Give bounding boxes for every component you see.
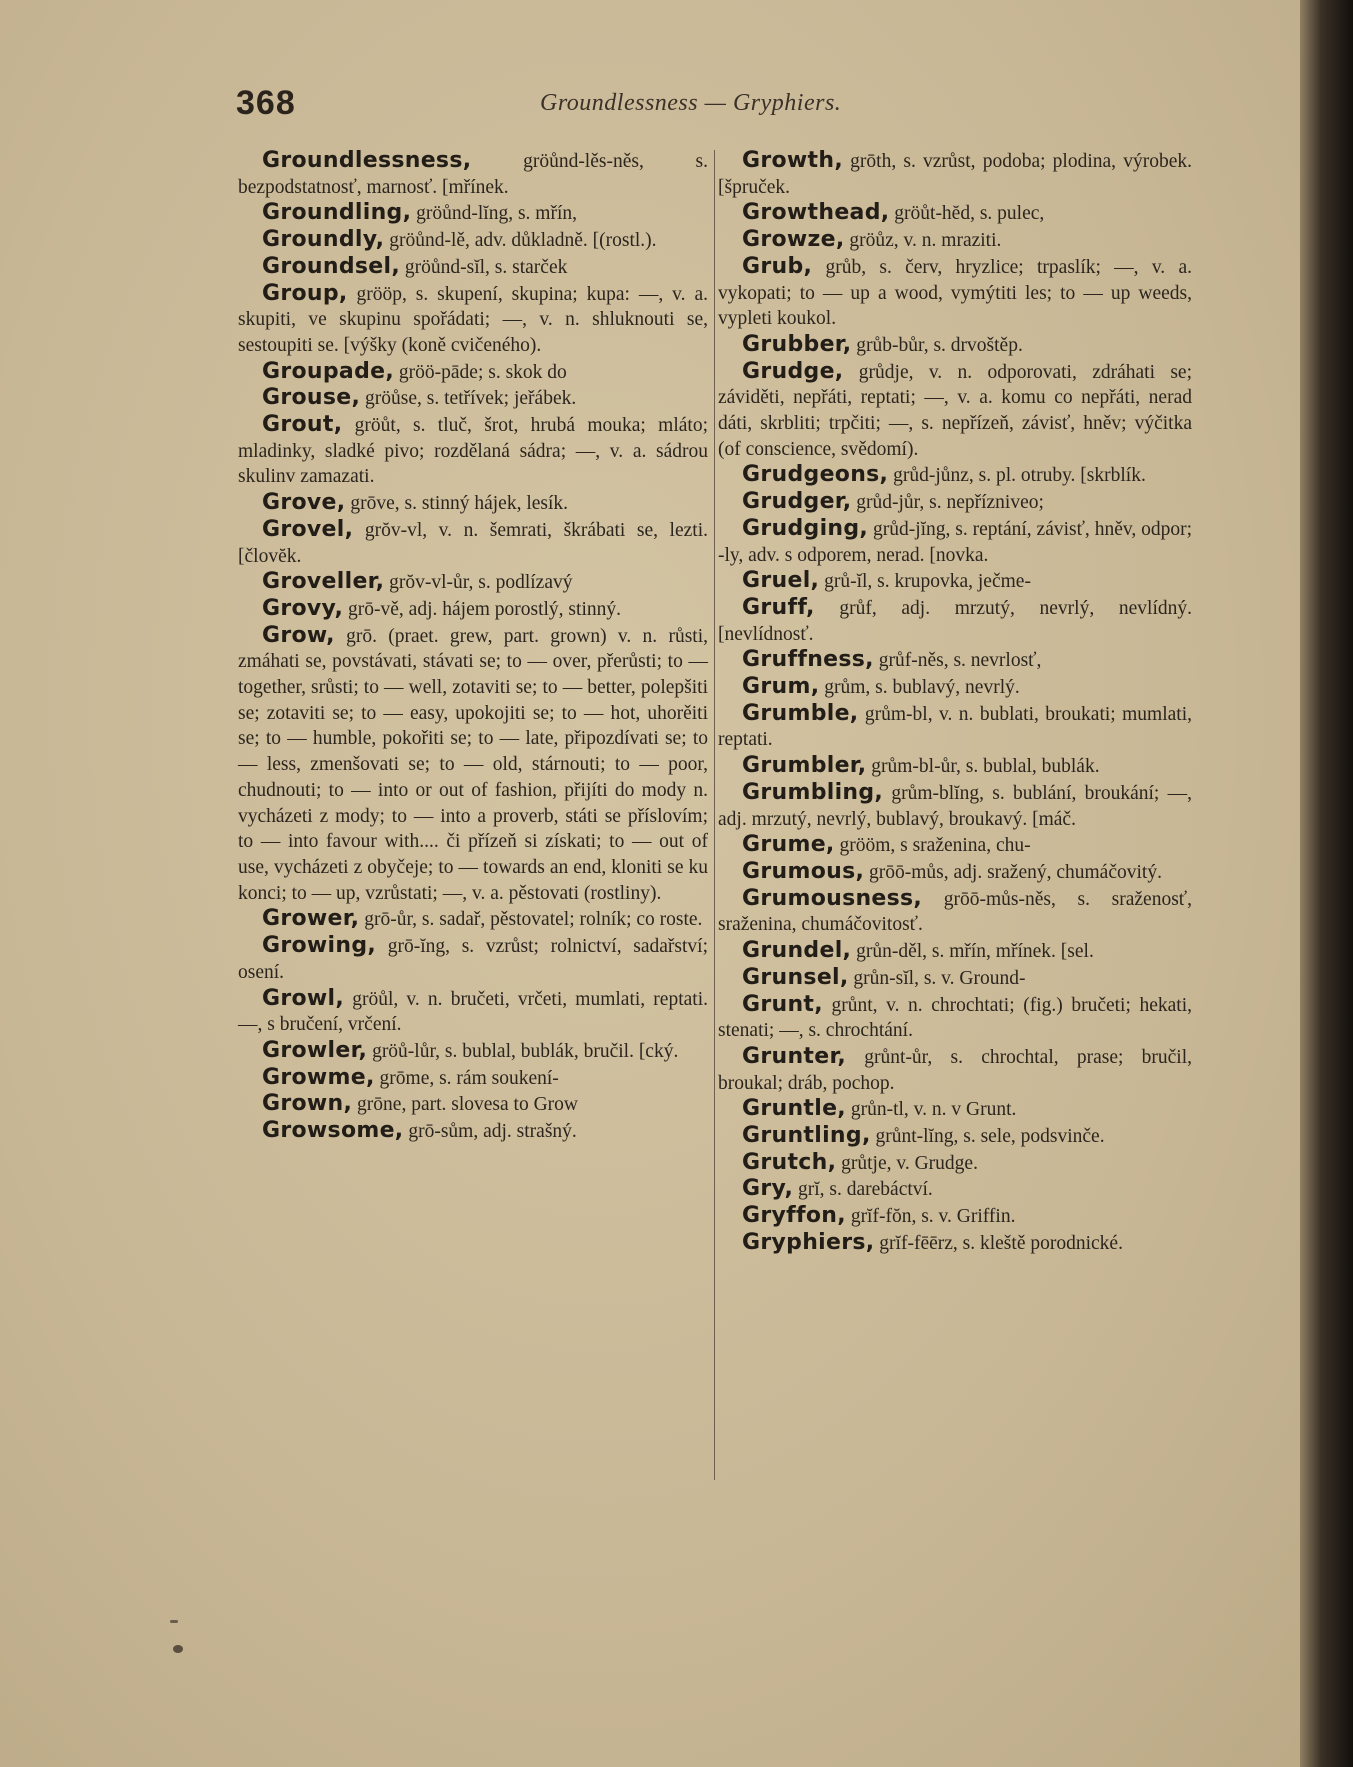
entry-definition: grůb-bůr, s. drvoštěp. [851, 334, 1023, 356]
entry-definition: grōne, part. slovesa to Grow [352, 1094, 578, 1116]
entry-headword: Grovy, [262, 595, 344, 621]
entry-definition: grůnt-ůr, s. chrochtal, prase; bručil, broukal; dráb, pochop. [718, 1046, 1192, 1094]
entry-headword: Grow, [262, 622, 335, 648]
entry-headword: Grunt, [742, 991, 823, 1017]
dictionary-entry [238, 148, 708, 200]
entry-headword: Growl, [262, 985, 345, 1011]
dictionary-entry [238, 623, 708, 907]
dictionary-entry [718, 965, 1192, 992]
entry-headword: Grove, [262, 490, 346, 516]
entry-definition: grůf-něs, s. nevrlosť, [873, 650, 1042, 672]
entry-headword: Group, [262, 280, 348, 306]
entry-headword: Grubber, [742, 331, 852, 357]
entry-definition: gröůse, s. tetřívek; jeřábek. [360, 388, 577, 410]
entry-definition: grööp, s. skupení, skupina; kupa: —, v. a. skupiti, ve skupinu spořádati; —, v. n. shluknouti se, sestoupiti se. [výšky (koně cvičeného). [238, 283, 708, 356]
entry-headword: Gry, [742, 1176, 794, 1202]
entry-headword: Grundel, [742, 938, 852, 964]
entry-headword: Grume, [742, 832, 835, 858]
entry-headword: Gruff, [742, 594, 815, 620]
dictionary-entry [718, 227, 1192, 254]
entry-definition: grööm, s sraženina, chu- [834, 835, 1031, 857]
entry-definition: gröůnd-lĭng, s. mřín, [411, 203, 577, 225]
dictionary-entry [238, 200, 708, 227]
entry-headword: Groundly, [262, 227, 385, 253]
entry-definition: grům-bl-ůr, s. bublal, bublák. [866, 756, 1100, 778]
entry-definition: grŏv-vl-ůr, s. podlízavý [384, 572, 573, 594]
entry-definition: grůf, adj. mrzutý, nevrlý, nevlídný. [nevlídnosť. [718, 597, 1192, 645]
entry-headword: Grum, [742, 674, 820, 700]
entry-definition: gröůl, v. n. bručeti, vrčeti, mumlati, reptati. —, s bručení, vrčení. [238, 988, 708, 1036]
dictionary-entry [238, 281, 708, 359]
entry-definition: grō-ĭng, s. vzrůst; rolnictví, sadařství; osení. [238, 936, 708, 983]
dictionary-entry [718, 1203, 1192, 1230]
entry-definition: grůdje, v. n. odporovati, zdráhati se; záviděti, nepřáti, reptati; —, v. a. komu co nepřáti, nerad dáti, skrbliti; trpčiti; —, s. nepřízeň, závisť, hněv; výčitka (of conscience, svědomí). [718, 361, 1192, 460]
entry-headword: Groveller, [262, 569, 385, 595]
dictionary-entry [718, 1230, 1192, 1257]
entry-definition: gröůnd-lěs-něs, s. bezpodstatnosť, marnosť. [mřínek. [238, 151, 708, 198]
entry-definition: gröůnd-sĭl, s. starček [400, 256, 568, 278]
entry-definition: grůd-jĭng, s. reptání, závisť, hněv, odpor; -ly, adv. s odporem, nerad. [novka. [718, 518, 1192, 566]
dictionary-entry [238, 490, 708, 517]
dictionary-entry [718, 886, 1192, 938]
entry-definition: grō-vě, adj. hájem porostlý, stinný. [343, 598, 621, 620]
entry-headword: Growing, [262, 933, 377, 959]
entry-definition: grōō-můs-něs, s. sraženosť, sraženina, chumáčovitosť. [718, 888, 1192, 936]
entry-headword: Gruntle, [742, 1096, 846, 1122]
entry-headword: Groundlessness, [262, 148, 472, 173]
dictionary-entry [238, 359, 708, 386]
entry-headword: Grudging, [742, 515, 869, 541]
dictionary-entry [718, 674, 1192, 701]
entry-headword: Grudge, [742, 358, 844, 384]
dictionary-entry [718, 832, 1192, 859]
dictionary-entry [238, 227, 708, 254]
entry-definition: gröůt, s. tluč, šrot, hrubá mouka; mláto; mladinky, sladké pivo; rozdělaná sádra; —, v. a. sádrou skulinv zamazati. [238, 415, 708, 488]
dictionary-entry [238, 1091, 708, 1118]
left-column [238, 148, 708, 1145]
entry-headword: Gruel, [742, 568, 820, 594]
dictionary-entry [718, 753, 1192, 780]
entry-headword: Grumbler, [742, 753, 867, 779]
dictionary-entry [718, 647, 1192, 674]
page-edge-shadow [1300, 0, 1353, 1767]
entry-headword: Grown, [262, 1091, 353, 1117]
entry-definition: grō. (praet. grew, part. grown) v. n. růsti, zmáhati se, povstávati, stávati se; to — over, přerůsti; to — together, srůsti; to — well, zotaviti se; to — better, polepšiti se; zotaviti se; to — easy, upokojiti se; to — hot, uhorěiti se; to — humble, pokořiti se; to — late, připozdívati se; to — less, zmenšovati se; to — old, stárnouti; to — poor, chudnouti; to — into or out of fashion, přijíti do mody n. vycházeti z mody; to — into a proverb, státi se příslovím; to — into favour with.... či přízeň si získati; to — out of use, vycházeti z obyčeje; to — towards an end, kloniti se ku konci; to — up, vzrůstati; —, v. a. pěstovati (rostliny). [238, 625, 708, 904]
entry-definition: grůb, s. červ, hryzlice; trpaslík; —, v. a. vykopati; to — up a wood, vymýtiti les; to — up weeds, vypleti koukol. [718, 256, 1192, 330]
entry-headword: Gryffon, [742, 1203, 846, 1229]
entry-definition: grůn-tl, v. n. v Grunt. [845, 1099, 1017, 1121]
entry-definition: gröůt-hĕd, s. pulec, [889, 203, 1045, 225]
dictionary-entry [718, 1044, 1192, 1096]
entry-definition: grům-blĭng, s. bublání, broukání; —, adj. mrzutý, nevrlý, bublavý, broukavý. [máč. [718, 782, 1192, 830]
dictionary-entry [718, 701, 1192, 753]
dictionary-entry [718, 359, 1192, 463]
entry-headword: Grumousness, [742, 885, 923, 911]
entry-headword: Gruntling, [742, 1123, 871, 1149]
entry-definition: grůnt, v. n. chrochtati; (fig.) bručeti; hekati, stenati; —, s. chrochtání. [718, 994, 1192, 1042]
entry-definition: grŏv-vl, v. n. šemrati, škrábati se, lezti. [človĕk. [238, 519, 708, 567]
entry-definition: gröůnd-lě, adv. důkladně. [(rostl.). [384, 230, 657, 252]
entry-definition: grů-ĭl, s. krupovka, ječme- [819, 571, 1031, 593]
entry-definition: grōve, s. stinný hájek, lesík. [345, 493, 569, 515]
entry-definition: gröö-pāde; s. skok do [394, 361, 567, 383]
entry-headword: Grub, [742, 253, 813, 279]
entry-headword: Grunsel, [742, 964, 849, 990]
ink-smudge [173, 1645, 183, 1653]
dictionary-entry [718, 568, 1192, 595]
dictionary-entry [238, 1065, 708, 1092]
dictionary-entry [718, 992, 1192, 1044]
dictionary-entry [718, 148, 1192, 200]
dictionary-entry [718, 332, 1192, 359]
dictionary-entry [718, 462, 1192, 489]
entry-headword: Growme, [262, 1064, 375, 1090]
entry-definition: grĭ, s. darebáctví. [793, 1179, 933, 1201]
entry-definition: grōme, s. rám soukení- [374, 1067, 559, 1089]
dictionary-entry [718, 1150, 1192, 1177]
dictionary-entry [718, 780, 1192, 832]
entry-definition: grō-ůr, s. sadař, pěstovatel; rolník; co roste. [359, 909, 703, 931]
dictionary-entry [238, 412, 708, 490]
entry-headword: Grudger, [742, 489, 852, 515]
dictionary-entry [718, 938, 1192, 965]
dictionary-entry [718, 254, 1192, 332]
entry-headword: Growze, [742, 227, 845, 253]
entry-definition: grĭf-fŏn, s. v. Griffin. [845, 1206, 1016, 1228]
dictionary-entry [718, 1123, 1192, 1150]
entry-headword: Grutch, [742, 1149, 837, 1175]
dictionary-entry [718, 1096, 1192, 1123]
entry-headword: Growler, [262, 1037, 368, 1063]
dictionary-entry [238, 1038, 708, 1065]
entry-headword: Gryphiers, [742, 1229, 875, 1255]
entry-headword: Grout, [262, 412, 343, 438]
entry-definition: grōth, s. vzrůst, podoba; plodina, výrobek. [špruček. [718, 151, 1192, 198]
entry-definition: grůnt-lĭng, s. sele, podsvinče. [870, 1126, 1105, 1148]
entry-headword: Grunter, [742, 1043, 847, 1069]
entry-headword: Gruffness, [742, 647, 874, 673]
entry-headword: Growthead, [742, 200, 890, 226]
dictionary-entry [238, 596, 708, 623]
entry-definition: grō-sům, adj. strašný. [403, 1121, 577, 1143]
dictionary-entry [238, 517, 708, 569]
dictionary-entry [238, 986, 708, 1038]
dictionary-entry [238, 933, 708, 985]
right-column [718, 148, 1192, 1257]
dictionary-entry [718, 200, 1192, 227]
entry-definition: grůn-děl, s. mřín, mřínek. [sel. [851, 941, 1094, 963]
entry-headword: Growsome, [262, 1118, 404, 1144]
dictionary-entry [238, 1118, 708, 1145]
entry-headword: Grumble, [742, 700, 859, 726]
entry-definition: grĭf-fēērz, s. kleště porodnické. [874, 1232, 1123, 1254]
entry-headword: Groundsel, [262, 253, 401, 279]
entry-headword: Groupade, [262, 358, 395, 384]
running-head: Groundlessness — Gryphiers. [540, 90, 842, 116]
entry-definition: grůn-sĭl, s. v. Ground- [848, 967, 1026, 989]
entry-headword: Grouse, [262, 385, 361, 411]
entry-definition: gröů-lůr, s. bublal, bublák, bručil. [cký. [367, 1040, 679, 1062]
entry-headword: Growth, [742, 148, 843, 173]
column-divider [714, 150, 715, 1480]
dictionary-entry [238, 906, 708, 933]
entry-headword: Grumbling, [742, 779, 884, 805]
dictionary-entry [718, 1176, 1192, 1203]
entry-definition: grům-bl, v. n. bublati, broukati; mumlati, reptati. [718, 703, 1192, 751]
entry-definition: grōō-můs, adj. sražený, chumáčovitý. [864, 861, 1162, 883]
entry-definition: gröůz, v. n. mraziti. [844, 230, 1002, 252]
dictionary-entry [238, 569, 708, 596]
entry-definition: grům, s. bublavý, nevrlý. [819, 677, 1020, 699]
entry-headword: Grumous, [742, 858, 865, 884]
entry-headword: Grower, [262, 906, 360, 932]
dictionary-entry [718, 595, 1192, 647]
ink-smudge [170, 1620, 178, 1623]
entry-headword: Grovel, [262, 516, 354, 542]
dictionary-entry [718, 859, 1192, 886]
entry-headword: Groundling, [262, 200, 412, 226]
entry-definition: grůd-jůr, s. nepřízniveo; [851, 492, 1044, 514]
dictionary-entry [718, 489, 1192, 516]
entry-definition: grůtje, v. Grudge. [836, 1152, 978, 1174]
dictionary-entry [238, 254, 708, 281]
dictionary-entry [238, 385, 708, 412]
page-number: 368 [236, 84, 296, 122]
entry-headword: Grudgeons, [742, 462, 889, 488]
dictionary-entry [718, 516, 1192, 568]
entry-definition: grůd-jůnz, s. pl. otruby. [skrblík. [888, 465, 1146, 487]
